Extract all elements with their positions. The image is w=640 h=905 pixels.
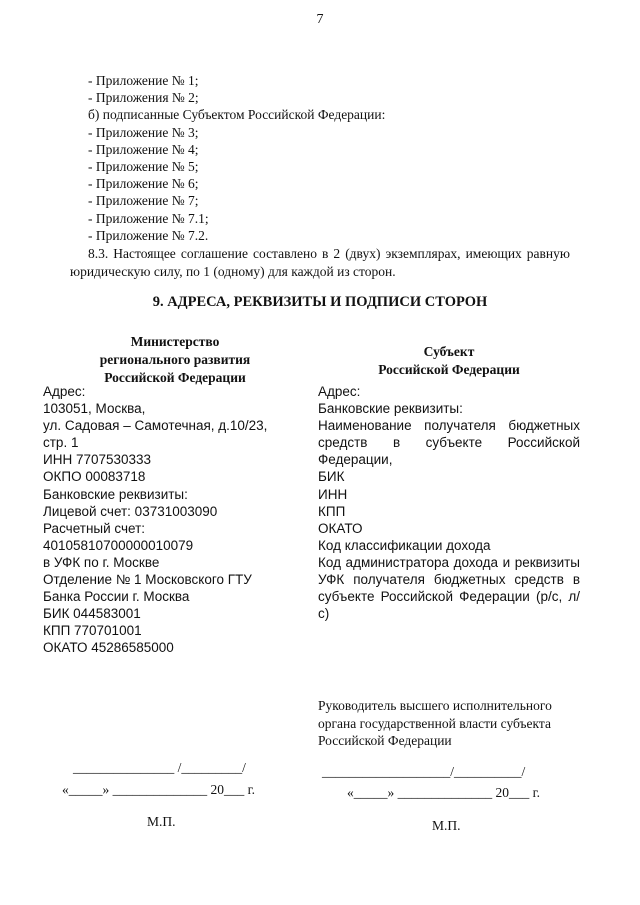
ministry-detail-line: ИНН 7707530333 <box>43 452 152 468</box>
list-item: - Приложение № 6; <box>88 176 199 192</box>
subject-admin-code: Код администратора дохода и реквизиты УФК получателя бюджетных средств в субъекте Российской Федерации (р/с, л/с) <box>318 554 580 622</box>
subject-bank-label: Банковские реквизиты: <box>318 401 463 417</box>
ministry-detail-line: в УФК по г. Москве <box>43 554 160 570</box>
subject-stamp-place: М.П. <box>432 818 461 833</box>
clause-8-3: 8.3. Настоящее соглашение составлено в 2 (двух) экземплярах, имеющих равную юридическую силу, по 1 (одному) для каждой из сторон. <box>70 246 570 279</box>
ministry-heading <box>55 333 295 387</box>
ministry-detail-line: Лицевой счет: 03731003090 <box>43 503 218 519</box>
ministry-detail-line: 40105810700000010079 <box>43 537 194 553</box>
list-item: - Приложение № 7; <box>88 193 199 209</box>
list-item: - Приложение № 7.1; <box>88 210 209 226</box>
ministry-detail-line: Банковские реквизиты: <box>43 486 188 502</box>
list-item: - Приложение № 7.2. <box>88 227 209 243</box>
ministry-detail-line: КПП 770701001 <box>43 623 142 639</box>
list-item: - Приложение № 3; <box>88 124 199 140</box>
ministry-stamp-place: М.П. <box>147 814 176 829</box>
list-item: б) подписанные Субъектом Российской Федерации: <box>88 107 386 123</box>
page-number: 7 <box>316 12 324 27</box>
subject-kpp: КПП <box>318 503 346 519</box>
subject-heading-line: Российской Федерации <box>378 362 520 377</box>
ministry-signature-line: _______________ /_________/ <box>73 760 246 775</box>
list-item: - Приложение № 4; <box>88 141 199 157</box>
ministry-details <box>43 383 283 657</box>
subject-signature-line: ___________________/__________/ <box>322 764 526 779</box>
subject-recipient-name: Наименование получателя бюджетных средств в субъекте Российской Федерации, <box>318 418 580 468</box>
ministry-detail-line: Банка России г. Москва <box>43 589 190 605</box>
ministry-detail-line: Адрес: <box>43 384 86 399</box>
subject-heading-line: Субъект <box>423 344 475 359</box>
ministry-date-line: «_____» ______________ 20___ г. <box>62 782 256 797</box>
ministry-heading-line: Российской Федерации <box>104 370 246 385</box>
ministry-detail-line: стр. 1 <box>43 435 79 451</box>
subject-okato: ОКАТО <box>318 520 363 536</box>
ministry-detail-line: Расчетный счет: <box>43 520 146 536</box>
ministry-detail-line: ОКАТО 45286585000 <box>43 640 174 656</box>
subject-director-title: Руководитель высшего исполнительного органа государственной власти субъекта Российской Федерации <box>318 698 552 748</box>
subject-heading <box>318 343 580 379</box>
ministry-detail-line: ОКПО 00083718 <box>43 469 146 485</box>
list-item: - Приложение № 1; <box>88 73 199 88</box>
ministry-detail-line: 103051, Москва, <box>43 401 146 417</box>
subject-address-label: Адрес: <box>318 384 361 399</box>
subject-details <box>318 383 580 622</box>
ministry-detail-line: БИК 044583001 <box>43 606 141 622</box>
section-title: 9. АДРЕСА, РЕКВИЗИТЫ И ПОДПИСИ СТОРОН <box>152 294 488 310</box>
subject-income-code: Код классификации дохода <box>318 537 491 553</box>
ministry-detail-line: Отделение № 1 Московского ГТУ <box>43 572 252 588</box>
list-item: - Приложение № 5; <box>88 159 199 175</box>
attachments-list <box>88 72 385 244</box>
list-item: - Приложения № 2; <box>88 90 199 106</box>
ministry-detail-line: ул. Садовая – Самотечная, д.10/23, <box>43 418 268 434</box>
subject-inn: ИНН <box>318 486 348 502</box>
subject-date-line: «_____» ______________ 20___ г. <box>347 785 541 800</box>
subject-bik: БИК <box>318 469 345 485</box>
ministry-heading-line: Министерство <box>130 334 220 349</box>
ministry-heading-line: регионального развития <box>99 352 251 367</box>
